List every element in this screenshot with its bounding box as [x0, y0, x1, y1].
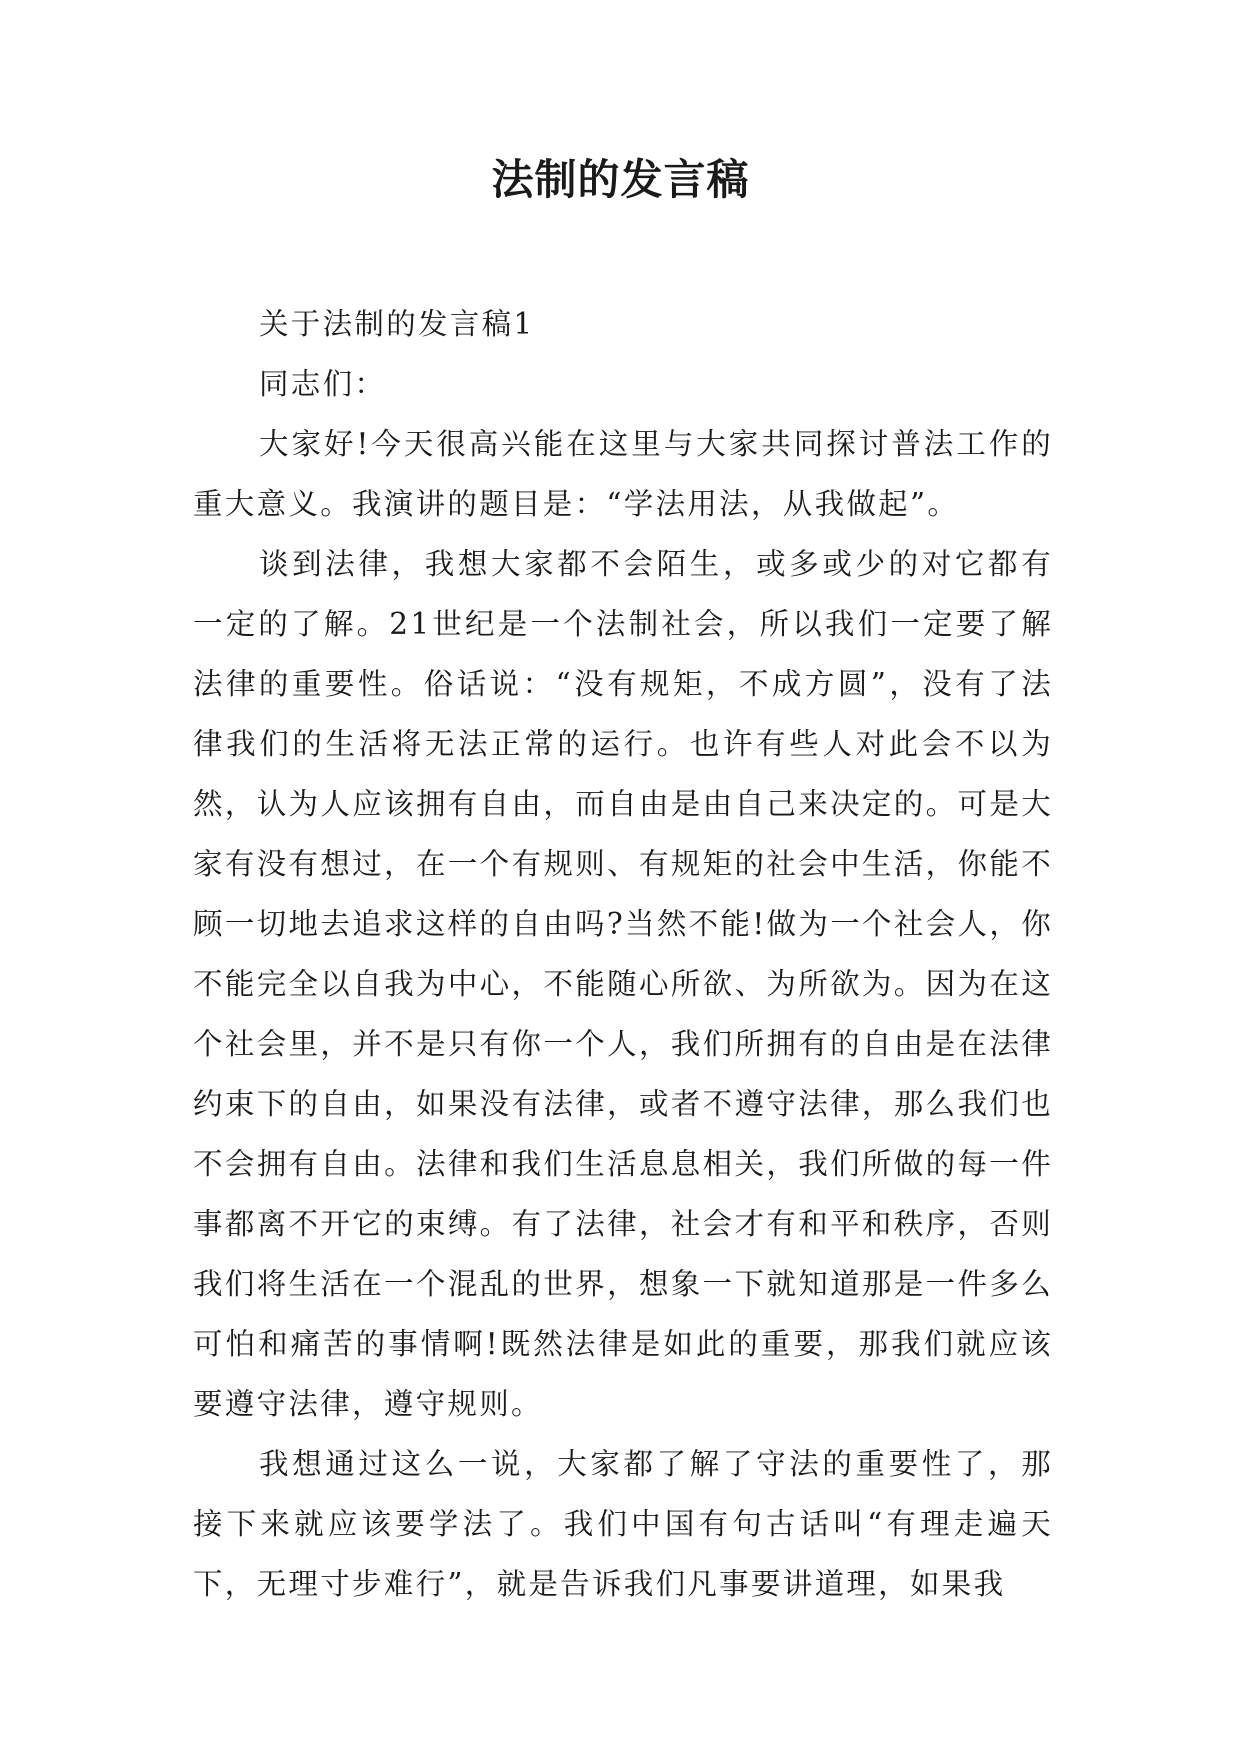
document-title: 法制的发言稿	[491, 155, 750, 204]
salutation: 同志们：	[259, 367, 387, 401]
document-body	[193, 294, 1053, 1614]
paragraph: 大家好!今天很高兴能在这里与大家共同探讨普法工作的重大意义。我演讲的题目是：“学法用法，从我做起”。	[193, 427, 1053, 521]
paragraph: 我想通过这么一说，大家都了解了守法的重要性了，那接下来就应该要学法了。我们中国有句古话叫“有理走遍天下，无理寸步难行”，就是告诉我们凡事要讲道理，如果我	[193, 1447, 1053, 1601]
paragraph: 谈到法律，我想大家都不会陌生，或多或少的对它都有一定的了解。21世纪是一个法制社会，所以我们一定要了解法律的重要性。俗话说：“没有规矩，不成方圆”，没有了法律我们的生活将无法正常的运行。也许有些人对此会不以为然，认为人应该拥有自由，而自由是由自己来决定的。可是大家有没有想过，在一个有规则、有规矩的社会中生活，你能不顾一切地去追求这样的自由吗?当然不能!做为一个社会人，你不能完全以自我为中心，不能随心所欲、为所欲为。因为在这个社会里，并不是只有你一个人，我们所拥有的自由是在法律约束下的自由，如果没有法律，或者不遵守法律，那么我们也不会拥有自由。法律和我们生活息息相关，我们所做的每一件事都离不开它的束缚。有了法律，社会才有和平和秩序，否则我们将生活在一个混乱的世界，想象一下就知道那是一件多么可怕和痛苦的事情啊!既然法律是如此的重要，那我们就应该要遵守法律，遵守规则。	[193, 547, 1053, 1421]
section-heading: 关于法制的发言稿1	[259, 307, 535, 341]
